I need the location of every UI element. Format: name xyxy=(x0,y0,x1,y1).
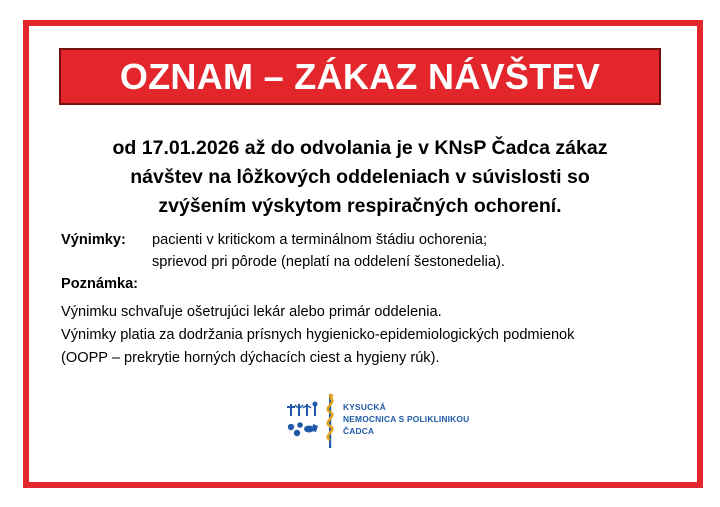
hospital-emblem-icon xyxy=(287,392,347,452)
exceptions-label: Výnimky: xyxy=(61,232,126,248)
exception-item: sprievod pri pôrode (neplatí na oddelení šestonedelia). xyxy=(152,254,505,270)
logo-text-line-1: KYSUCKÁ xyxy=(343,402,386,412)
logo-text-line-2: NEMOCNICA S POLIKLINIKOU xyxy=(343,414,470,424)
exception-item: pacienti v kritickom a terminálnom štádiu ochorenia; xyxy=(152,232,487,248)
headline xyxy=(40,134,680,221)
logo-text-line-3: ČADCA xyxy=(343,426,375,436)
headline-line-3: zvýšením výskytom respiračných ochorení. xyxy=(158,195,562,217)
note-label: Poznámka: xyxy=(61,276,139,292)
note-line: Výnimku schvaľuje ošetrujúci lekár alebo primár oddelenia. xyxy=(61,304,442,320)
notice-banner xyxy=(59,48,661,105)
banner-title: OZNAM – ZÁKAZ NÁVŠTEV xyxy=(119,55,601,97)
note-line: (OOPP – prekrytie horných dýchacích ciest a hygieny rúk). xyxy=(61,350,440,366)
headline-line-2: návštev na lôžkových oddeleniach v súvislosti so xyxy=(130,166,590,188)
note-line: Výnimky platia za dodržania prísnych hygienicko-epidemiologických podmienok xyxy=(61,327,575,343)
headline-line-1: od 17.01.2026 až do odvolania je v KNsP Čadca zákaz xyxy=(112,137,608,159)
